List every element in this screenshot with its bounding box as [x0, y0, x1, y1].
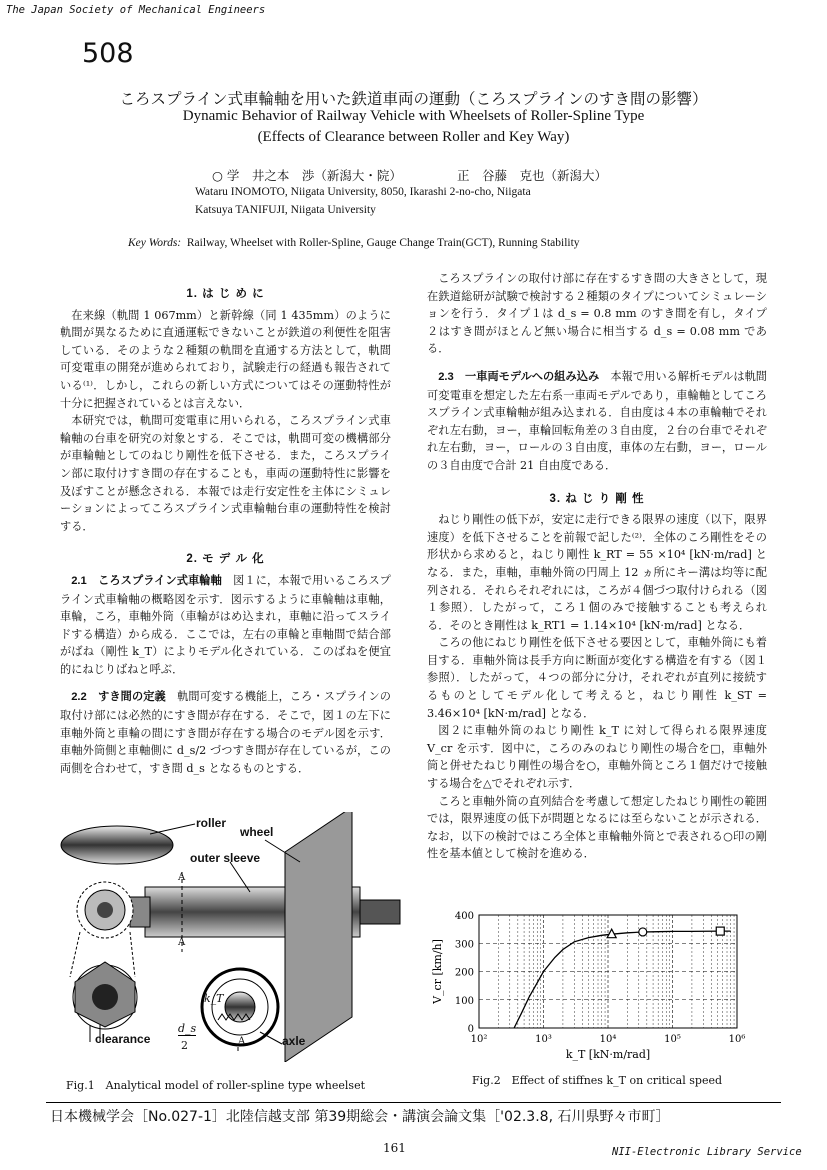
x-tick-label: 10⁵: [664, 1034, 681, 1045]
y-tick-label: 0: [467, 1024, 474, 1035]
page-number: 161: [383, 1141, 406, 1155]
y-axis-label: V_cr [km/h]: [431, 939, 444, 1004]
x-tick-label: 10⁴: [599, 1034, 617, 1045]
figure-2-chart: [427, 905, 767, 1070]
keywords: [128, 237, 580, 249]
x-axis-label: k_T [kN·m/rad]: [565, 1048, 651, 1061]
label-ds: d_s: [178, 1022, 197, 1035]
section-1-title: 1. は じ め に: [186, 288, 265, 300]
y-tick-label: 200: [454, 967, 474, 979]
wheel-shape: [285, 812, 352, 1062]
critical-speed-line: [514, 931, 731, 1028]
source-footer: NII-Electronic Library Service: [612, 1146, 802, 1158]
section-3-paragraph-4: ころと車軸外筒の直列結合を考慮して想定したねじり剛性の範囲では，限界速度の低下が問題となるには至らないことが示される．なお，以下の検討ではころ全体と車輪軸外筒とで表される○印の剛性を基本値として検討を進める．: [427, 794, 767, 861]
x-tick-label: 10⁶: [728, 1034, 746, 1045]
section-2-3-text: 本報で用いる解析モデルは軌間可変電車を想定した左右系一車両モデルであり，車輪軸としてころスプライン式車輪軸が組み込まれる．自由度は４本の車輪軸でそれぞれ左右動，ヨー，車輪回転角差の３自由度，２台の台車でそれぞれ左右動，ヨー，ロールの３自由度，車体の左右動，ヨー，ロールの３自由度で合計 21 自由度である．: [427, 369, 767, 472]
keywords-label: Key Words:: [128, 237, 182, 249]
author-ja-1: ○ 学 井之本 渉（新潟大・院）: [212, 168, 402, 183]
circle-marker: [639, 928, 647, 936]
section-2-title: 2. モ デ ル 化: [186, 553, 265, 566]
section-1-paragraph-2: 本研究では，軌間可変電車に用いられる，ころスプライン式車輪軸の台車を研究の対象とする．そこでは，軌間可変の機構部分が車輪軸としてのねじり剛性を低下させる．また，ころスプライン部に取付けすき間の存在することも，車両の運動特性に影響を及ぼすことが懸念される．本報では走行安定性を主体にシミュレーションによってころスプライン式車輪軸台車の運動特性を検討する．: [60, 414, 391, 533]
figure-1-caption: Fig.1 Analytical model of roller-spline type wheelset: [66, 1079, 365, 1092]
label-roller: roller: [196, 816, 227, 830]
right-column: [427, 270, 767, 863]
section-1-paragraph-1: 在来線（軌間 1 067mm）と新幹線（同 1 435mm）のように軌間が異なるために直通運転できないことが鉄道の利便性を阻害している．そのような２種類の軌間を直通する方法として，軌間可変電車の開発が進められており，試験走行の経過も報告されている⁽¹⁾．しかし，これらの新しい方式についてはその運動特性が十分に把握されているとは言えない．: [60, 308, 391, 410]
label-a-section: A: [238, 1036, 246, 1047]
label-a-bottom: A: [178, 937, 186, 948]
section-3-paragraph-1: ねじり剛性の低下が，安定に走行できる限界の速度（以下，限界速度）を低下させることを前報で記した⁽²⁾．全体のころ剛性をその形状から求めると，ねじり剛性 k_RT = 55 ×10⁴ [kN·m/rad] となる．また，車軸，車軸外筒の円周上 12 ヵ所にキー溝は均等に配列される．それらそれぞれには，ころが４個づつ取付けられる（図１参照）．したがって，ころ１個のみで接触することも考えられる．そのとき剛性は k_RT1 = 1.14×10⁴ [kN·m/rad] となる．: [427, 513, 767, 632]
footer-proceedings: 日本機械学会［No.027-1］北陸信越支部 第39期総会・講演会論文集［'02.3.8, 石川県野々市町］: [50, 1109, 670, 1125]
roller-ellipse: [61, 826, 173, 864]
x-tick-label: 10³: [535, 1034, 552, 1045]
label-kt: k_T: [204, 992, 224, 1005]
label-two: 2: [181, 1039, 188, 1052]
title-english-sub: (Effects of Clearance between Roller and Key Way): [257, 129, 570, 145]
right-column-paragraph-1: ころスプラインの取付け部に存在するすき間の大きさとして，現在鉄道総研が試験で検討する２種類のタイプについてシミュレーションを行う．タイプ１は d_s = 0.8 mm のすき間を有し，タイプ２はすき間がほとんど無い場合に相当する d_s = 0.08 mm である．: [427, 272, 767, 356]
y-tick-label: 100: [454, 995, 474, 1007]
author-en-1: Wataru INOMOTO, Niigata University, 8050, Ikarashi 2-no-cho, Niigata: [195, 186, 531, 198]
label-axle: axle: [282, 1034, 306, 1048]
title-english: Dynamic Behavior of Railway Vehicle with Wheelsets of Roller-Spline Type: [182, 108, 645, 124]
figure-1-diagram: [60, 812, 405, 1062]
y-tick-label: 400: [454, 911, 474, 922]
author-en-2: Katsuya TANIFUJI, Niigata University: [195, 204, 376, 216]
section-2-2-heading: 2.2 すき間の定義: [71, 691, 166, 704]
author-ja-2: 正 谷藤 克也（新潟大）: [457, 168, 608, 183]
section-3-title: 3. ね じ り 剛 性: [549, 492, 645, 505]
footer-rule: [46, 1102, 781, 1103]
label-clearance: clearance: [95, 1032, 151, 1046]
section-3-paragraph-2: ころの他にねじり剛性を低下させる要因として，車軸外筒にも着目する．車軸外筒は長手方向に断面が変化する構造を有する（図１参照）．したがって，４つの部分に分け，それぞれが直列に接続するものとしてモデル化して考えると，ねじり剛性 k_ST = 3.46×10⁴ [kN·m/rad] となる．: [427, 636, 767, 720]
square-marker: [716, 927, 724, 935]
section-2-1-text: 図１に，本報で用いるころスプライン式車輪軸の概略図を示す．図示するように車輪軸は車軸，車輪，ころ，車軸外筒（車輪がはめ込まれ，車軸に沿ってスライドする構造）から成る．ここでは，左右の車輪と車軸間で結合部がばね（剛性 k_T）によりモデル化されている．このばねを便宜的にねじりばねと呼ぶ．: [60, 573, 391, 676]
x-tick-label: 10²: [470, 1034, 488, 1045]
section-2-1-heading: 2.1 ころスプライン式車輪軸: [71, 574, 222, 587]
section-3-paragraph-3: 図２に車軸外筒のねじり剛性 k_T に対して得られる限界速度 V_cr を示す．図中に，ころのみのねじり剛性の場合を□，車軸外筒と併せたねじり剛性の場合を○，車軸外筒ところ１個だけで接触する場合を△でそれぞれ示す．: [427, 724, 767, 791]
section-2-3-heading: 2.3 一車両モデルへの組み込み: [438, 370, 600, 383]
society-header: The Japan Society of Mechanical Engineers: [6, 4, 266, 16]
y-tick-label: 300: [454, 939, 474, 951]
paper-number: 508: [82, 38, 134, 69]
keywords-text: Railway, Wheelset with Roller-Spline, Gauge Change Train(GCT), Running Stability: [186, 237, 580, 249]
label-a-top: A: [178, 872, 186, 883]
label-outer-sleeve: outer sleeve: [190, 851, 261, 865]
left-column: [60, 270, 391, 777]
section-2-2-text: 軌間可変する機能上，ころ・スプラインの取付け部には必然的にすき間が存在する．そこで，図１の左下に車軸外筒と車輪の間にすき間が存在する場合のモデル図を示す．車軸外筒側と車軸側に d_s/2 づつすき間が存在しているが，この両側を合わせて，すき間 d_s となるものとする．: [60, 690, 391, 775]
figure-2-caption: Fig.2 Effect of stiffnes k_T on critical speed: [472, 1074, 723, 1087]
title-japanese: ころスプライン式車輪軸を用いた鉄道車両の運動（ころスプラインのすき間の影響）: [119, 90, 708, 108]
label-wheel: wheel: [240, 825, 274, 839]
